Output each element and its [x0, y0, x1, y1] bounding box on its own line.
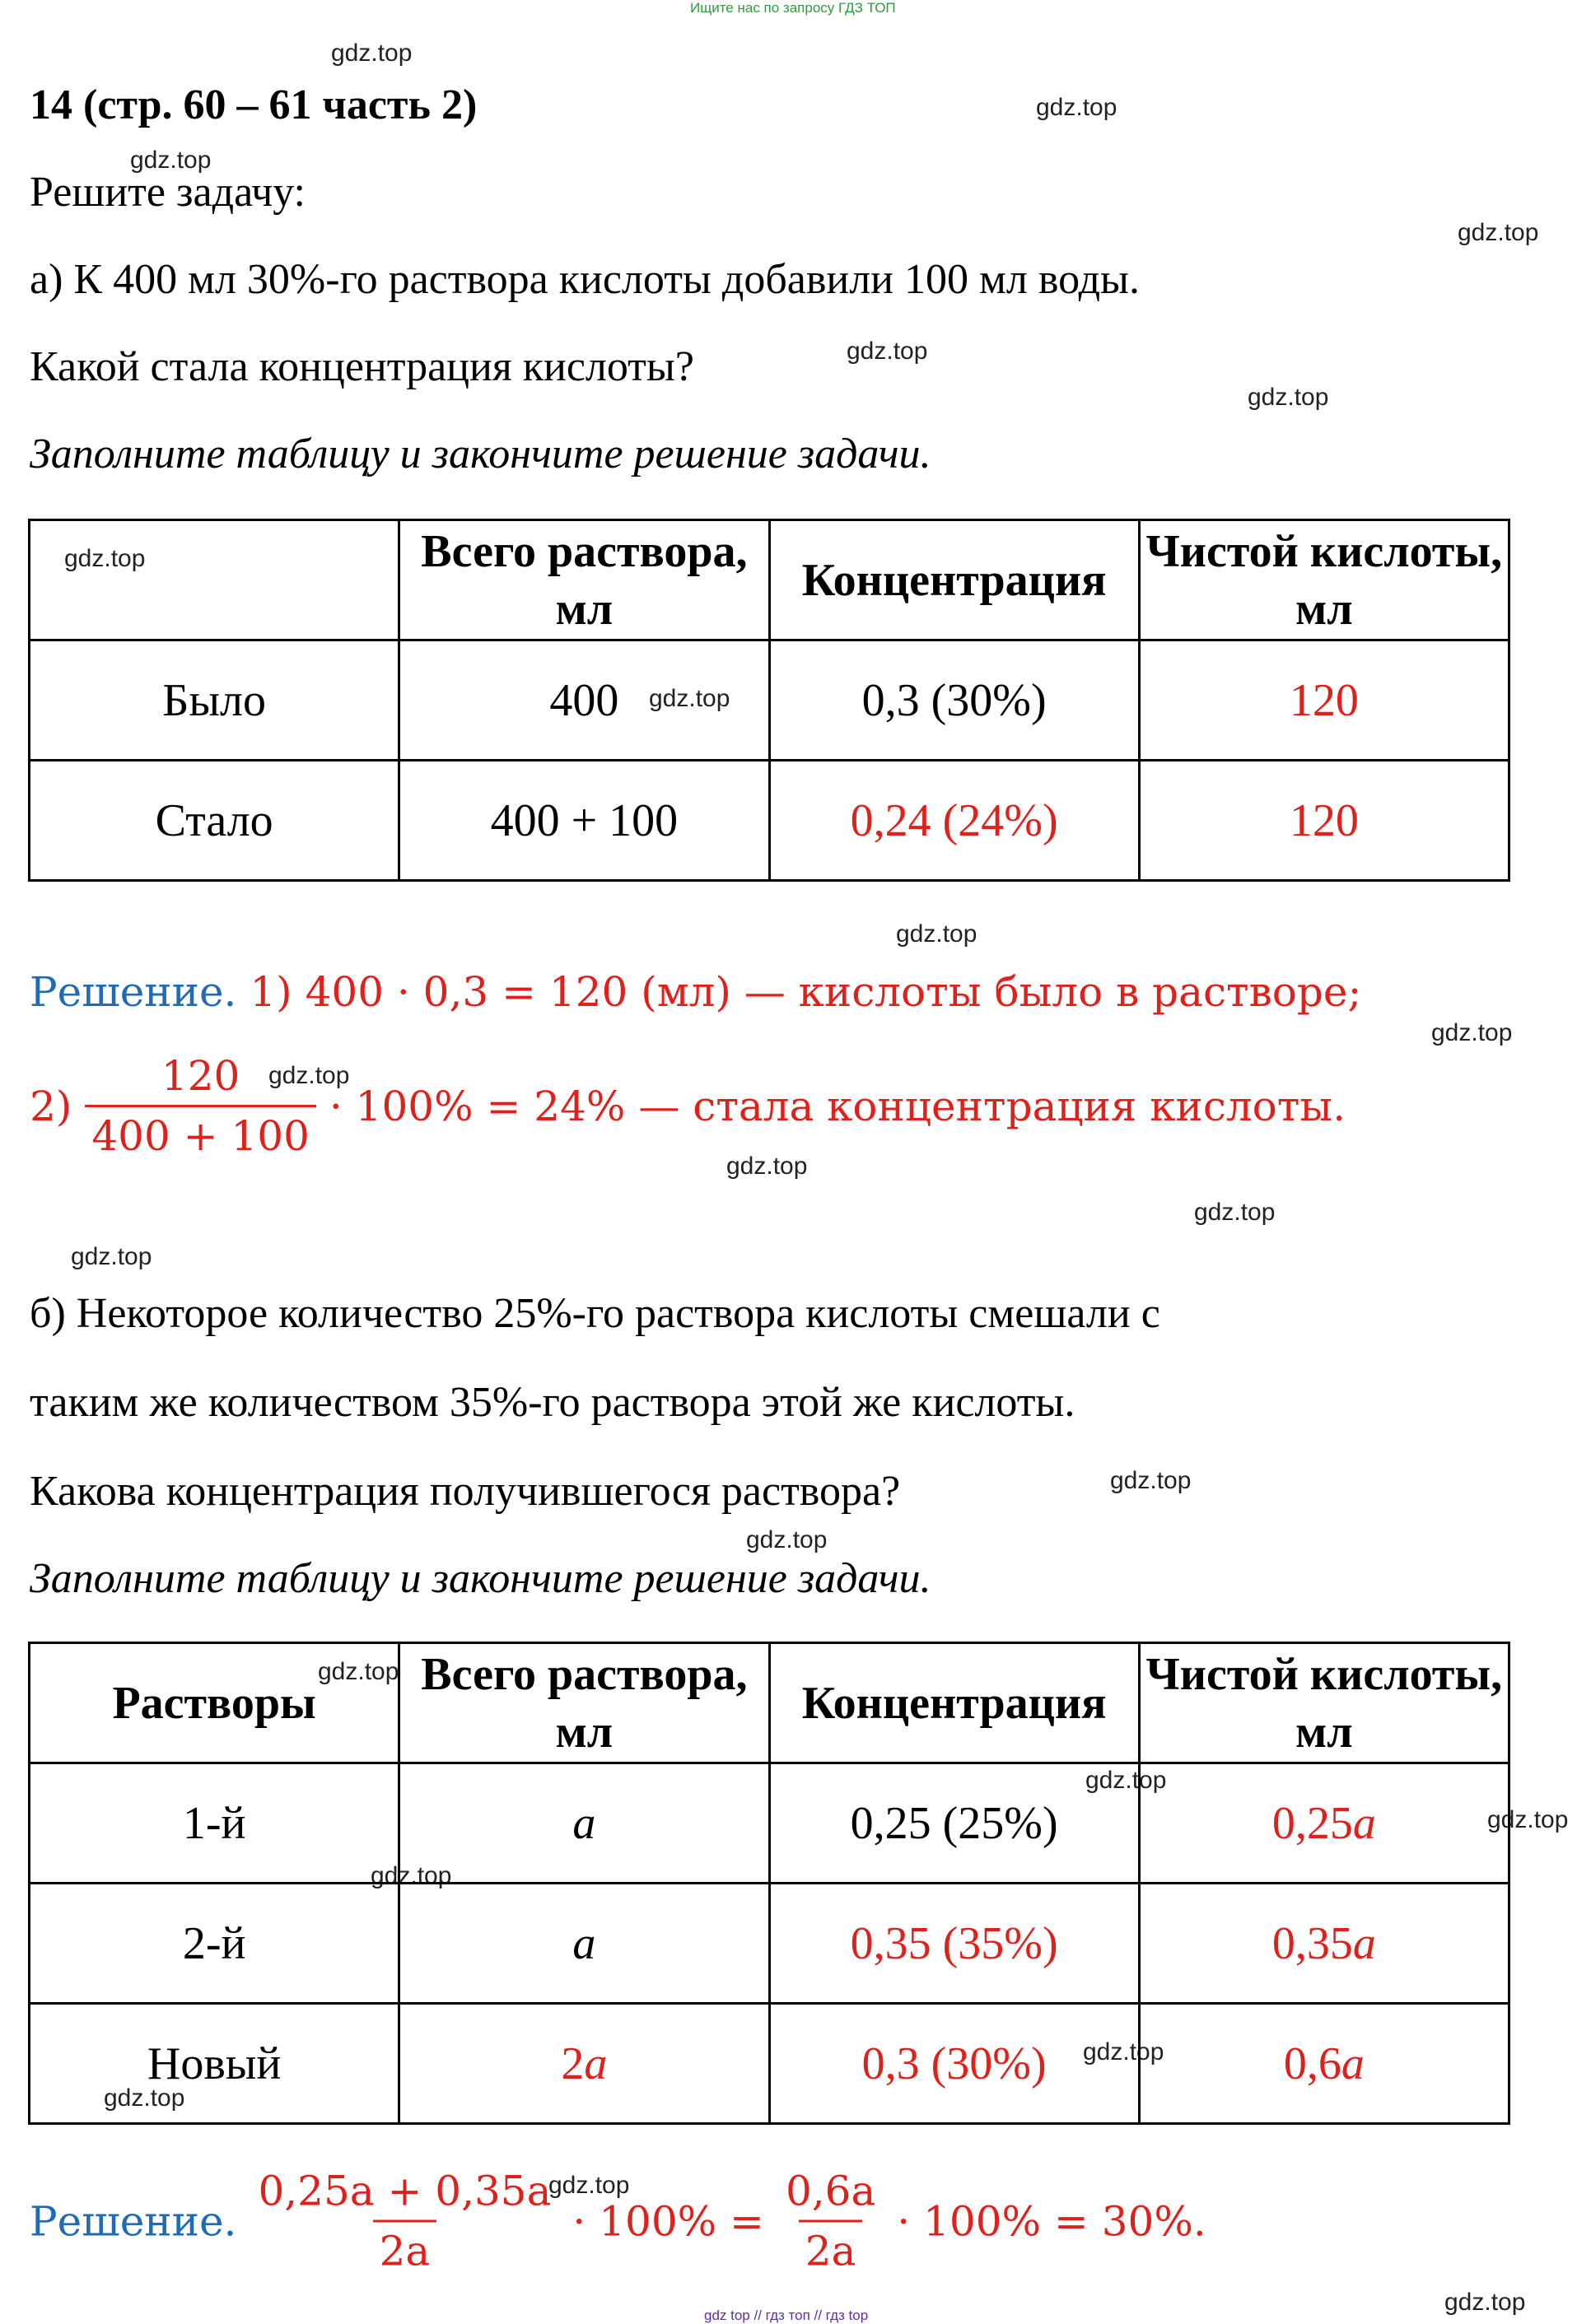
watermark: gdz.top [1431, 1019, 1513, 1046]
acid-variable: a [1352, 1797, 1376, 1849]
problem-a-line2: Какой стала концентрация кислоты? [30, 343, 694, 390]
watermark: gdz.top [746, 1526, 828, 1553]
fraction-denominator: 2a [373, 2220, 437, 2275]
table-row [30, 761, 1509, 881]
total-cell: a [399, 1763, 769, 1884]
total-cell [399, 2004, 769, 2124]
table-b-header-solutions: Растворы [30, 1643, 399, 1763]
watermark: gdz.top [371, 1862, 452, 1889]
total-coefficient: 2 [561, 2038, 585, 2089]
table-row [30, 2004, 1509, 2124]
solution-a-line2 [30, 1052, 1346, 1160]
total-cell: 400 + 100 [399, 761, 769, 881]
watermark: gdz.top [896, 920, 977, 948]
watermark: gdz.top [847, 338, 928, 365]
table-a-header-row [30, 520, 1509, 640]
solution-a-step1: 1) 400 · 0,3 = 120 (мл) — кислоты было в растворе; [250, 968, 1362, 1016]
problem-b-line2: таким же количеством 35%-го раствора этой же кислоты. [30, 1379, 1075, 1426]
table-b-header-concentration: Концентрация [769, 1643, 1139, 1763]
acid-coefficient: 0,6 [1283, 2038, 1341, 2089]
watermark: gdz.top [1444, 2289, 1526, 2316]
watermark: gdz.top [104, 2084, 185, 2112]
total-cell: a [399, 1884, 769, 2004]
acid-cell [1139, 1884, 1509, 2004]
solution-a-fraction [85, 1052, 316, 1160]
table-b-header-total: Всего раствора, мл [399, 1643, 769, 1763]
watermark: gdz.top [331, 40, 413, 67]
watermark: gdz.top [1194, 1199, 1276, 1226]
table-a [28, 519, 1510, 882]
table-a-header-acid: Чистой кислоты, мл [1139, 520, 1509, 640]
watermark: gdz.top [1487, 1806, 1569, 1833]
solution-a-step2-prefix: 2) [30, 1082, 72, 1130]
watermark: gdz.top [64, 545, 146, 572]
acid-cell [1139, 1763, 1509, 1884]
concentration-cell: 0,3 (30%) [769, 640, 1139, 761]
watermark: gdz.top [1036, 94, 1117, 121]
watermark: gdz.top [1085, 1767, 1167, 1794]
concentration-cell: 0,24 (24%) [769, 761, 1139, 881]
concentration-cell: 0,3 (30%) [769, 2004, 1139, 2124]
fraction-denominator: 400 + 100 [85, 1105, 316, 1160]
acid-coefficient: 0,35 [1271, 1917, 1353, 1969]
fraction-numerator: 120 [161, 1052, 240, 1100]
problem-a-line1: а) К 400 мл 30%-го раствора кислоты добавили 100 мл воды. [30, 256, 1140, 303]
table-row [30, 1884, 1509, 2004]
watermark: gdz.top [1110, 1467, 1192, 1494]
watermark: gdz.top [130, 147, 212, 174]
table-b-header-row [30, 1643, 1509, 1763]
watermark: gdz.top [649, 685, 730, 712]
solution-b-fraction-1 [251, 2168, 558, 2275]
total-cell: 400 [399, 640, 769, 761]
watermark: gdz.top [548, 2172, 630, 2199]
acid-cell: 120 [1139, 640, 1509, 761]
row-label: Новый [30, 2004, 399, 2124]
fraction-denominator: 2a [799, 2220, 863, 2275]
table-a-header-total: Всего раствора, мл [399, 520, 769, 640]
table-b-header-acid: Чистой кислоты, мл [1139, 1643, 1509, 1763]
page-title: 14 (стр. 60 – 61 часть 2) [30, 82, 478, 128]
acid-variable: a [1341, 2038, 1365, 2089]
table-b [28, 1642, 1510, 2125]
concentration-cell: 0,35 (35%) [769, 1884, 1139, 2004]
acid-variable: a [1352, 1917, 1376, 1969]
intro-text: Решите задачу: [30, 169, 306, 216]
watermark: gdz.top [1248, 384, 1329, 411]
concentration-cell: 0,25 (25%) [769, 1763, 1139, 1884]
solution-b-end: · 100% = 30%. [897, 2197, 1206, 2245]
problem-b-line3: Какова концентрация получившегося раствора? [30, 1468, 901, 1515]
watermark: gdz.top [726, 1153, 808, 1180]
solution-b-label: Решение. [30, 2197, 237, 2245]
problem-b-line1: б) Некоторое количество 25%-го раствора кислоты смешали с [30, 1290, 1160, 1337]
solution-a-step2-rest: · 100% = 24% — стала концентрация кислоты. [329, 1082, 1346, 1130]
row-label: 1-й [30, 1763, 399, 1884]
watermark: gdz.top [1083, 2038, 1164, 2066]
watermark: gdz.top [268, 1062, 350, 1089]
acid-coefficient: 0,25 [1271, 1797, 1353, 1849]
watermark: gdz.top [318, 1658, 399, 1685]
row-label: 2-й [30, 1884, 399, 2004]
solution-b-fraction-2 [779, 2168, 882, 2275]
table-row [30, 1763, 1509, 1884]
watermark: gdz.top [1458, 219, 1539, 246]
table-row [30, 640, 1509, 761]
table-a-header-empty [30, 520, 399, 640]
acid-cell [1139, 2004, 1509, 2124]
problem-a-instruction: Заполните таблицу и закончите решение задачи. [30, 431, 931, 477]
row-label: Было [30, 640, 399, 761]
solution-a-label: Решение. [30, 968, 237, 1016]
watermark: gdz.top [71, 1243, 152, 1270]
bottom-banner: gdz top // гдз топ // гдз top [704, 2308, 869, 2323]
solution-a-line1 [30, 968, 1361, 1016]
solution-b-middle: · 100% = [572, 2197, 764, 2245]
acid-cell: 120 [1139, 761, 1509, 881]
fraction-numerator: 0,25a + 0,35a [258, 2167, 552, 2215]
top-banner: Ищите нас по запросу ГДЗ ТОП [690, 0, 896, 16]
problem-b-instruction: Заполните таблицу и закончите решение задачи. [30, 1555, 931, 1602]
row-label: Стало [30, 761, 399, 881]
total-variable: a [584, 2038, 608, 2089]
table-a-header-concentration: Концентрация [769, 520, 1139, 640]
fraction-numerator: 0,6a [785, 2167, 876, 2215]
solution-b [30, 2168, 1206, 2275]
